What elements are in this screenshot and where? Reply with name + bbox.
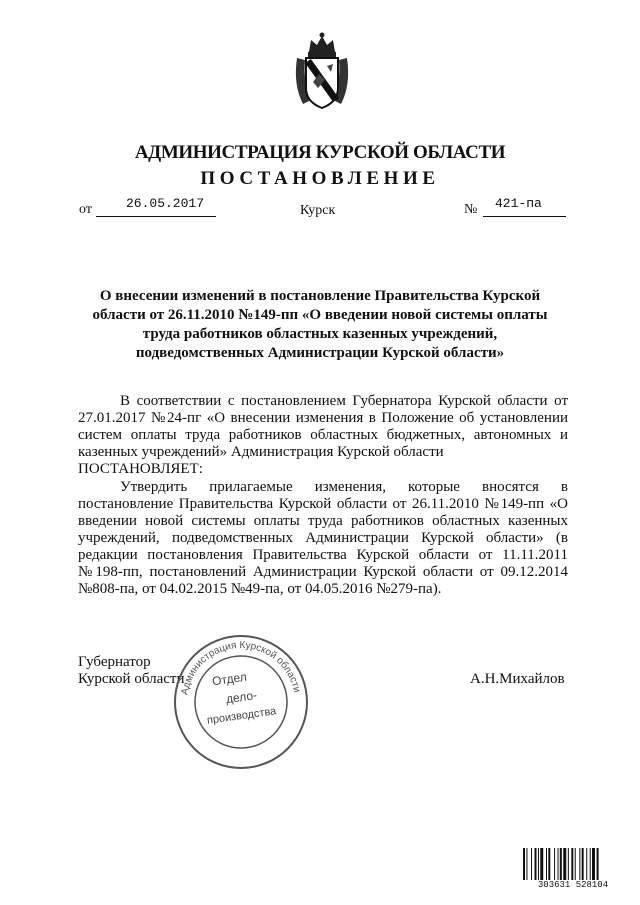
barcode-bar	[571, 848, 573, 880]
barcode-bar	[582, 848, 584, 880]
barcode-bar	[558, 848, 559, 880]
barcode-bar	[592, 848, 595, 880]
document-type: ПОСТАНОВЛЕНИЕ	[200, 168, 440, 189]
barcode-bar	[535, 848, 537, 880]
barcode-bar	[540, 848, 543, 880]
subject-line: труда работников областных казенных учреждений,	[142, 326, 498, 342]
barcode-bar	[554, 848, 555, 880]
stamp-ring-text: Администрация Курской области	[179, 639, 303, 696]
barcode-bar	[560, 848, 562, 880]
subject-line: области от 26.11.2010 №149-пп «О введении новой системы оплаты	[92, 307, 548, 323]
signer-title-line: Губернатор	[78, 654, 151, 670]
barcode	[523, 848, 621, 898]
barcode-bar	[531, 848, 532, 880]
decree-word: ПОСТАНОВЛЯЕТ:	[78, 461, 203, 477]
decree-paragraph: Утвердить прилагаемые изменения, которые вносятся в постановление Правительства Курской области от 26.11.2010 №149-пп «О введении новой системы оплаты труда работников областных казенных учреждений, подведомственных Администрации Курской области» (в редакции постановления Правительства Курской области от 11.11.2011 №198-пп, постановлений Администрации Курской области от 09.12.2014 №808-па, от 04.02.2015 №49-па, от 04.05.2016 №279-па).	[78, 479, 568, 597]
barcode-bar	[579, 848, 580, 880]
barcode-bar	[546, 848, 547, 880]
barcode-number: 303631 528104	[521, 880, 625, 890]
barcode-bar	[548, 848, 550, 880]
date-value: 26.05.2017	[126, 196, 205, 211]
barcode-bar	[538, 848, 539, 880]
office-stamp	[172, 633, 310, 771]
preamble-paragraph: В соответствии с постановлением Губернатора Курской области от 27.01.2017 №24-пг «О внесении изменения в Положение об установлении систем оплаты труда работников областных бюджетных, автономных и казенных учреждений» Администрация Курской области	[78, 393, 568, 460]
organization-name: АДМИНИСТРАЦИЯ КУРСКОЙ ОБЛАСТИ	[134, 142, 506, 163]
barcode-bar	[586, 848, 587, 880]
document-subject	[90, 287, 550, 363]
subject-line: О внесении изменений в постановление Правительства Курской	[99, 288, 541, 304]
number-field	[483, 196, 566, 217]
signer-title	[78, 654, 184, 688]
coat-of-arms-emblem	[291, 30, 353, 112]
city-name: Курск	[300, 203, 336, 218]
stamp-line: Отдел	[211, 669, 248, 689]
barcode-bar	[575, 848, 576, 880]
barcode-bar	[597, 848, 599, 880]
signer-name: А.Н.Михайлов	[470, 671, 565, 687]
barcode-bar	[590, 848, 591, 880]
barcode-bar	[523, 848, 525, 880]
barcode-bar	[563, 848, 566, 880]
barcode-bar	[568, 848, 569, 880]
signer-title-line: Курской области	[78, 671, 185, 687]
number-value: 421-па	[495, 196, 542, 211]
subject-line: подведомственных Администрации Курской области»	[135, 345, 505, 361]
date-prefix: от	[79, 202, 92, 217]
barcode-bar	[526, 848, 527, 880]
stamp-line: дело-	[225, 687, 258, 707]
number-prefix: №	[464, 202, 478, 217]
date-field	[96, 196, 216, 217]
stamp-line: производства	[206, 705, 277, 727]
